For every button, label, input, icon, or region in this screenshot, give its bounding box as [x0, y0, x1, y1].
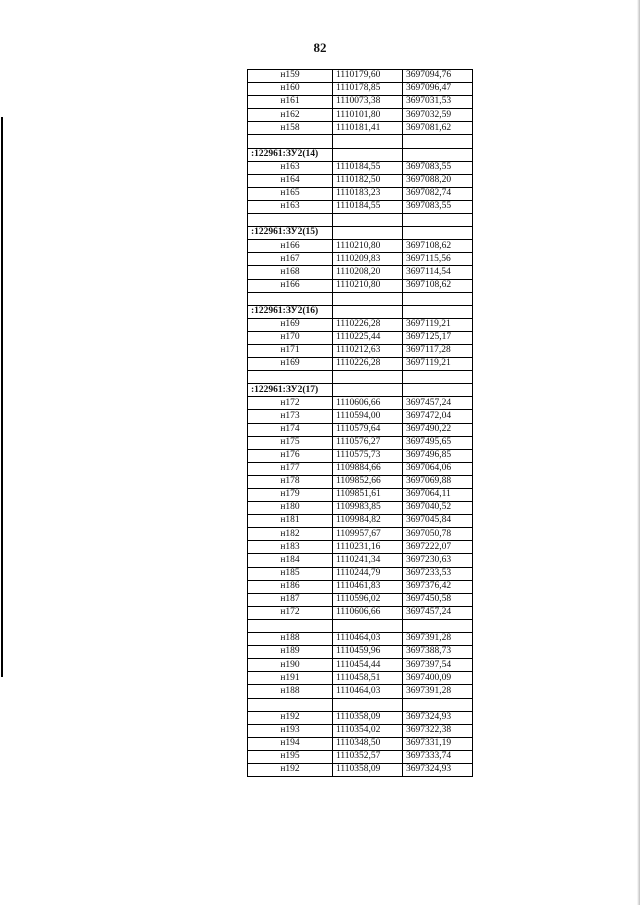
y-coordinate-cell: 3697400,09 [403, 672, 473, 685]
point-name-cell: н158 [248, 122, 333, 135]
point-name-cell: н170 [248, 331, 333, 344]
y-coordinate-cell: 3697324,93 [403, 763, 473, 776]
point-name-cell: н169 [248, 318, 333, 331]
empty-cell [403, 305, 473, 318]
empty-cell [333, 135, 403, 148]
parcel-header-row [248, 148, 473, 161]
x-coordinate-cell: 1110244,79 [333, 567, 403, 580]
table-row [248, 593, 473, 606]
point-name-cell: н175 [248, 436, 333, 449]
table-row [248, 279, 473, 292]
y-coordinate-cell: 3697324,93 [403, 711, 473, 724]
x-coordinate-cell: 1110606,66 [333, 397, 403, 410]
y-coordinate-cell: 3697083,55 [403, 200, 473, 213]
y-coordinate-cell: 3697050,78 [403, 528, 473, 541]
point-name-cell: н177 [248, 462, 333, 475]
point-name-cell: н192 [248, 711, 333, 724]
x-coordinate-cell: 1110464,03 [333, 633, 403, 646]
blank-row [248, 214, 473, 227]
point-name-cell: н164 [248, 174, 333, 187]
empty-cell [403, 227, 473, 240]
y-coordinate-cell: 3697119,21 [403, 358, 473, 371]
y-coordinate-cell: 3697031,53 [403, 96, 473, 109]
table-row [248, 763, 473, 776]
x-coordinate-cell: 1110576,27 [333, 436, 403, 449]
point-name-cell: н174 [248, 423, 333, 436]
table-row [248, 318, 473, 331]
x-coordinate-cell: 1110226,28 [333, 358, 403, 371]
empty-cell [333, 227, 403, 240]
point-name-cell: н172 [248, 606, 333, 619]
table-row [248, 750, 473, 763]
blank-row [248, 619, 473, 632]
point-name-cell: н167 [248, 253, 333, 266]
x-coordinate-cell: 1110208,20 [333, 266, 403, 279]
empty-cell [248, 292, 333, 305]
table-row [248, 122, 473, 135]
x-coordinate-cell: 1110352,57 [333, 750, 403, 763]
table-row [248, 554, 473, 567]
table-row [248, 436, 473, 449]
y-coordinate-cell: 3697096,47 [403, 83, 473, 96]
y-coordinate-cell: 3697119,21 [403, 318, 473, 331]
point-name-cell: н172 [248, 397, 333, 410]
parcel-label: :122961:ЗУ2(15) [248, 227, 333, 240]
scan-edge-bar [1, 117, 3, 677]
table-row [248, 724, 473, 737]
y-coordinate-cell: 3697117,28 [403, 344, 473, 357]
point-name-cell: н161 [248, 96, 333, 109]
table-row [248, 580, 473, 593]
y-coordinate-cell: 3697331,19 [403, 737, 473, 750]
y-coordinate-cell: 3697457,24 [403, 606, 473, 619]
empty-cell [248, 214, 333, 227]
x-coordinate-cell: 1110606,66 [333, 606, 403, 619]
point-name-cell: н169 [248, 358, 333, 371]
table-row [248, 515, 473, 528]
y-coordinate-cell: 3697333,74 [403, 750, 473, 763]
x-coordinate-cell: 1110354,02 [333, 724, 403, 737]
empty-cell [333, 292, 403, 305]
x-coordinate-cell: 1109984,82 [333, 515, 403, 528]
empty-cell [403, 619, 473, 632]
table-row [248, 633, 473, 646]
y-coordinate-cell: 3697032,59 [403, 109, 473, 122]
empty-cell [403, 214, 473, 227]
table-row [248, 410, 473, 423]
empty-cell [248, 619, 333, 632]
coordinates-table-body [248, 70, 473, 777]
point-name-cell: н188 [248, 633, 333, 646]
x-coordinate-cell: 1110459,96 [333, 646, 403, 659]
x-coordinate-cell: 1109983,85 [333, 502, 403, 515]
empty-cell [333, 698, 403, 711]
table-row [248, 187, 473, 200]
table-row [248, 449, 473, 462]
empty-cell [333, 384, 403, 397]
table-row [248, 200, 473, 213]
empty-cell [248, 698, 333, 711]
point-name-cell: н186 [248, 580, 333, 593]
x-coordinate-cell: 1110181,41 [333, 122, 403, 135]
x-coordinate-cell: 1110182,50 [333, 174, 403, 187]
table-row [248, 70, 473, 83]
x-coordinate-cell: 1110225,44 [333, 331, 403, 344]
table-row [248, 397, 473, 410]
y-coordinate-cell: 3697115,56 [403, 253, 473, 266]
point-name-cell: н194 [248, 737, 333, 750]
empty-cell [248, 371, 333, 384]
y-coordinate-cell: 3697083,55 [403, 161, 473, 174]
y-coordinate-cell: 3697391,28 [403, 633, 473, 646]
coordinates-table [247, 69, 473, 777]
blank-row [248, 292, 473, 305]
y-coordinate-cell: 3697490,22 [403, 423, 473, 436]
blank-row [248, 135, 473, 148]
y-coordinate-cell: 3697040,52 [403, 502, 473, 515]
table-row [248, 475, 473, 488]
table-row [248, 528, 473, 541]
point-name-cell: н180 [248, 502, 333, 515]
empty-cell [333, 214, 403, 227]
table-row [248, 109, 473, 122]
point-name-cell: н163 [248, 200, 333, 213]
point-name-cell: н190 [248, 659, 333, 672]
table-row [248, 253, 473, 266]
x-coordinate-cell: 1110461,83 [333, 580, 403, 593]
y-coordinate-cell: 3697472,04 [403, 410, 473, 423]
y-coordinate-cell: 3697230,63 [403, 554, 473, 567]
x-coordinate-cell: 1110358,09 [333, 711, 403, 724]
empty-cell [333, 619, 403, 632]
point-name-cell: н185 [248, 567, 333, 580]
y-coordinate-cell: 3697125,17 [403, 331, 473, 344]
point-name-cell: н168 [248, 266, 333, 279]
x-coordinate-cell: 1109957,67 [333, 528, 403, 541]
x-coordinate-cell: 1110183,23 [333, 187, 403, 200]
y-coordinate-cell: 3697045,84 [403, 515, 473, 528]
point-name-cell: н182 [248, 528, 333, 541]
x-coordinate-cell: 1109852,66 [333, 475, 403, 488]
x-coordinate-cell: 1110464,03 [333, 685, 403, 698]
table-row [248, 174, 473, 187]
table-row [248, 161, 473, 174]
point-name-cell: н165 [248, 187, 333, 200]
point-name-cell: н171 [248, 344, 333, 357]
point-name-cell: н193 [248, 724, 333, 737]
y-coordinate-cell: 3697064,11 [403, 489, 473, 502]
table-row [248, 711, 473, 724]
empty-cell [403, 292, 473, 305]
blank-row [248, 371, 473, 384]
parcel-label: :122961:ЗУ2(14) [248, 148, 333, 161]
table-row [248, 737, 473, 750]
x-coordinate-cell: 1110358,09 [333, 763, 403, 776]
y-coordinate-cell: 3697094,76 [403, 70, 473, 83]
y-coordinate-cell: 3697069,88 [403, 475, 473, 488]
empty-cell [403, 148, 473, 161]
x-coordinate-cell: 1110184,55 [333, 161, 403, 174]
y-coordinate-cell: 3697222,07 [403, 541, 473, 554]
point-name-cell: н187 [248, 593, 333, 606]
point-name-cell: н181 [248, 515, 333, 528]
point-name-cell: н184 [248, 554, 333, 567]
y-coordinate-cell: 3697495,65 [403, 436, 473, 449]
point-name-cell: н160 [248, 83, 333, 96]
table-row [248, 646, 473, 659]
point-name-cell: н179 [248, 489, 333, 502]
point-name-cell: н162 [248, 109, 333, 122]
table-row [248, 83, 473, 96]
y-coordinate-cell: 3697391,28 [403, 685, 473, 698]
table-row [248, 502, 473, 515]
blank-row [248, 698, 473, 711]
table-row [248, 462, 473, 475]
y-coordinate-cell: 3697064,06 [403, 462, 473, 475]
y-coordinate-cell: 3697376,42 [403, 580, 473, 593]
point-name-cell: н183 [248, 541, 333, 554]
empty-cell [333, 148, 403, 161]
table-row [248, 96, 473, 109]
x-coordinate-cell: 1109851,61 [333, 489, 403, 502]
page-number: 82 [313, 40, 327, 55]
y-coordinate-cell: 3697397,54 [403, 659, 473, 672]
table-row [248, 541, 473, 554]
parcel-header-row [248, 305, 473, 318]
x-coordinate-cell: 1109884,66 [333, 462, 403, 475]
x-coordinate-cell: 1110101,80 [333, 109, 403, 122]
x-coordinate-cell: 1110348,50 [333, 737, 403, 750]
empty-cell [403, 371, 473, 384]
point-name-cell: н192 [248, 763, 333, 776]
y-coordinate-cell: 3697388,73 [403, 646, 473, 659]
parcel-header-row [248, 227, 473, 240]
table-row [248, 266, 473, 279]
y-coordinate-cell: 3697082,74 [403, 187, 473, 200]
y-coordinate-cell: 3697108,62 [403, 279, 473, 292]
point-name-cell: н166 [248, 240, 333, 253]
x-coordinate-cell: 1110241,34 [333, 554, 403, 567]
table-row [248, 344, 473, 357]
empty-cell [403, 135, 473, 148]
x-coordinate-cell: 1110231,16 [333, 541, 403, 554]
point-name-cell: н178 [248, 475, 333, 488]
parcel-label: :122961:ЗУ2(17) [248, 384, 333, 397]
point-name-cell: н191 [248, 672, 333, 685]
y-coordinate-cell: 3697496,85 [403, 449, 473, 462]
x-coordinate-cell: 1110184,55 [333, 200, 403, 213]
empty-cell [333, 371, 403, 384]
point-name-cell: н163 [248, 161, 333, 174]
table-row [248, 358, 473, 371]
x-coordinate-cell: 1110575,73 [333, 449, 403, 462]
y-coordinate-cell: 3697081,62 [403, 122, 473, 135]
table-row [248, 567, 473, 580]
x-coordinate-cell: 1110454,44 [333, 659, 403, 672]
table-row [248, 606, 473, 619]
y-coordinate-cell: 3697088,20 [403, 174, 473, 187]
point-name-cell: н189 [248, 646, 333, 659]
point-name-cell: н173 [248, 410, 333, 423]
x-coordinate-cell: 1110458,51 [333, 672, 403, 685]
empty-cell [403, 384, 473, 397]
table-row [248, 489, 473, 502]
y-coordinate-cell: 3697450,58 [403, 593, 473, 606]
point-name-cell: н176 [248, 449, 333, 462]
empty-cell [333, 305, 403, 318]
x-coordinate-cell: 1110210,80 [333, 279, 403, 292]
point-name-cell: н188 [248, 685, 333, 698]
table-row [248, 240, 473, 253]
x-coordinate-cell: 1110212,63 [333, 344, 403, 357]
x-coordinate-cell: 1110596,02 [333, 593, 403, 606]
x-coordinate-cell: 1110210,80 [333, 240, 403, 253]
table-row [248, 659, 473, 672]
y-coordinate-cell: 3697233,53 [403, 567, 473, 580]
empty-cell [403, 698, 473, 711]
x-coordinate-cell: 1110594,00 [333, 410, 403, 423]
empty-cell [248, 135, 333, 148]
y-coordinate-cell: 3697322,38 [403, 724, 473, 737]
table-row [248, 423, 473, 436]
table-row [248, 672, 473, 685]
y-coordinate-cell: 3697108,62 [403, 240, 473, 253]
table-row [248, 331, 473, 344]
table-row [248, 685, 473, 698]
y-coordinate-cell: 3697457,24 [403, 397, 473, 410]
parcel-header-row [248, 384, 473, 397]
point-name-cell: н195 [248, 750, 333, 763]
parcel-label: :122961:ЗУ2(16) [248, 305, 333, 318]
x-coordinate-cell: 1110178,85 [333, 83, 403, 96]
x-coordinate-cell: 1110579,64 [333, 423, 403, 436]
x-coordinate-cell: 1110179,60 [333, 70, 403, 83]
y-coordinate-cell: 3697114,54 [403, 266, 473, 279]
x-coordinate-cell: 1110226,28 [333, 318, 403, 331]
x-coordinate-cell: 1110073,38 [333, 96, 403, 109]
point-name-cell: н159 [248, 70, 333, 83]
point-name-cell: н166 [248, 279, 333, 292]
x-coordinate-cell: 1110209,83 [333, 253, 403, 266]
